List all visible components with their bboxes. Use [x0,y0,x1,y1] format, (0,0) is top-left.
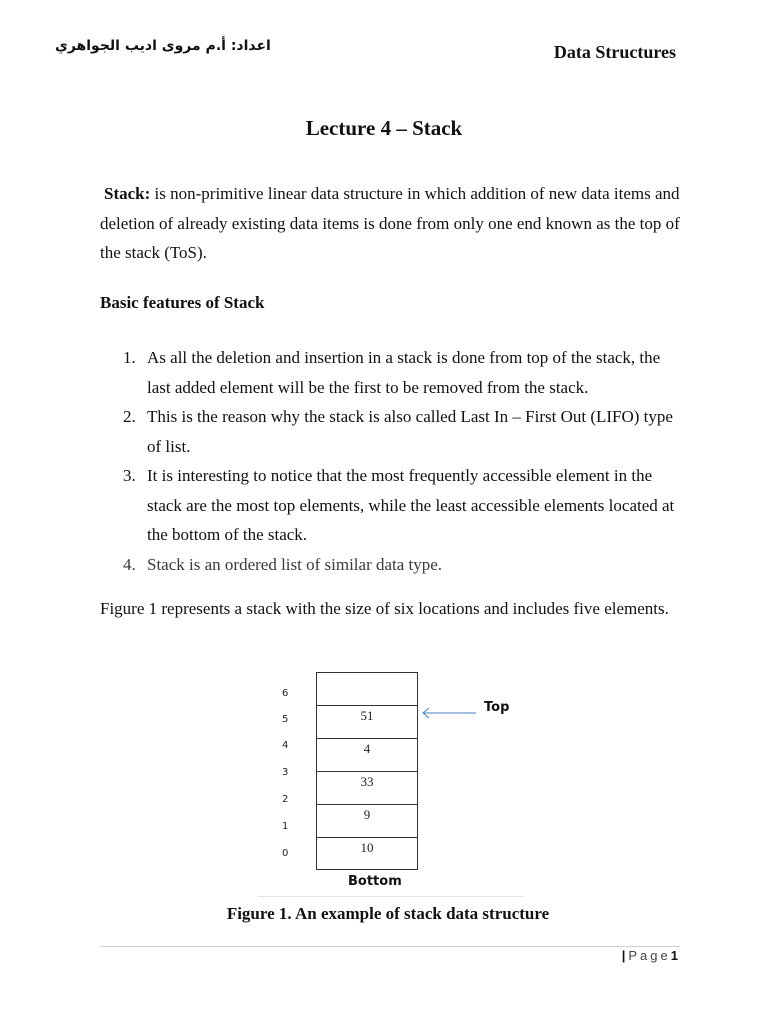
features-list [100,343,685,579]
stack-index: 2 [282,794,289,805]
list-number: 4. [123,554,136,574]
stack-definition [100,179,680,268]
bottom-label: Bottom [348,874,402,889]
course-header: Data Structures [553,42,676,62]
stack-figure [270,670,530,900]
page-number: 1 [670,948,678,963]
stack-index: 4 [282,740,289,751]
list-number: 1. [123,348,136,367]
stack-cell [317,673,417,706]
stack-index: 6 [282,688,289,699]
top-label: Top [484,700,510,715]
footer-divider [100,946,680,947]
figure-caption: Figure 1. An example of stack data structure [226,904,550,923]
list-item [100,343,685,402]
stack-cell: 51 [317,706,417,739]
figure-intro: Figure 1 represents a stack with the size of six locations and includes five elements. [100,599,669,618]
list-number: 3. [123,466,136,485]
list-text: It is interesting to notice that the most frequently accessible element in the stack are the most top elements, while the least accessible elements located at the bottom of the stack. [147,466,675,544]
stack-cell: 10 [360,840,374,855]
stack-index: 3 [282,767,289,778]
stack-index: 0 [282,848,289,859]
list-item [100,402,685,461]
list-item [100,461,685,550]
stack-cell: 4 [317,739,417,772]
author-header: اعداد: أ.م مروى اديب الجواهري [55,38,271,54]
list-text: This is the reason why the stack is also called Last In – First Out (LIFO) type of list. [147,407,673,456]
list-text: As all the deletion and insertion in a stack is done from top of the stack, the last added element will be the first to be removed from the stack. [147,348,661,397]
definition-text: is non-primitive linear data structure in which addition of new data items and deletion of already existing data items is done from only one end known as the top of the stack (ToS). [100,184,680,262]
stack-container [316,672,418,870]
list-item [100,550,685,580]
stack-cell: 33 [317,772,417,805]
footer-bar: | [621,948,626,963]
figure-divider [258,896,524,897]
top-arrow-icon [420,707,480,719]
definition-term: Stack: [104,184,151,203]
stack-cell: 9 [317,805,417,838]
page-footer [622,948,678,963]
list-number: 2. [123,407,136,426]
footer-page-word: Page [628,948,671,963]
page-title: Lecture 4 – Stack [305,116,463,140]
list-text: Stack is an ordered list of similar data type. [147,554,443,574]
stack-index: 5 [282,714,289,725]
stack-index: 1 [282,821,289,832]
features-heading: Basic features of Stack [100,293,265,312]
